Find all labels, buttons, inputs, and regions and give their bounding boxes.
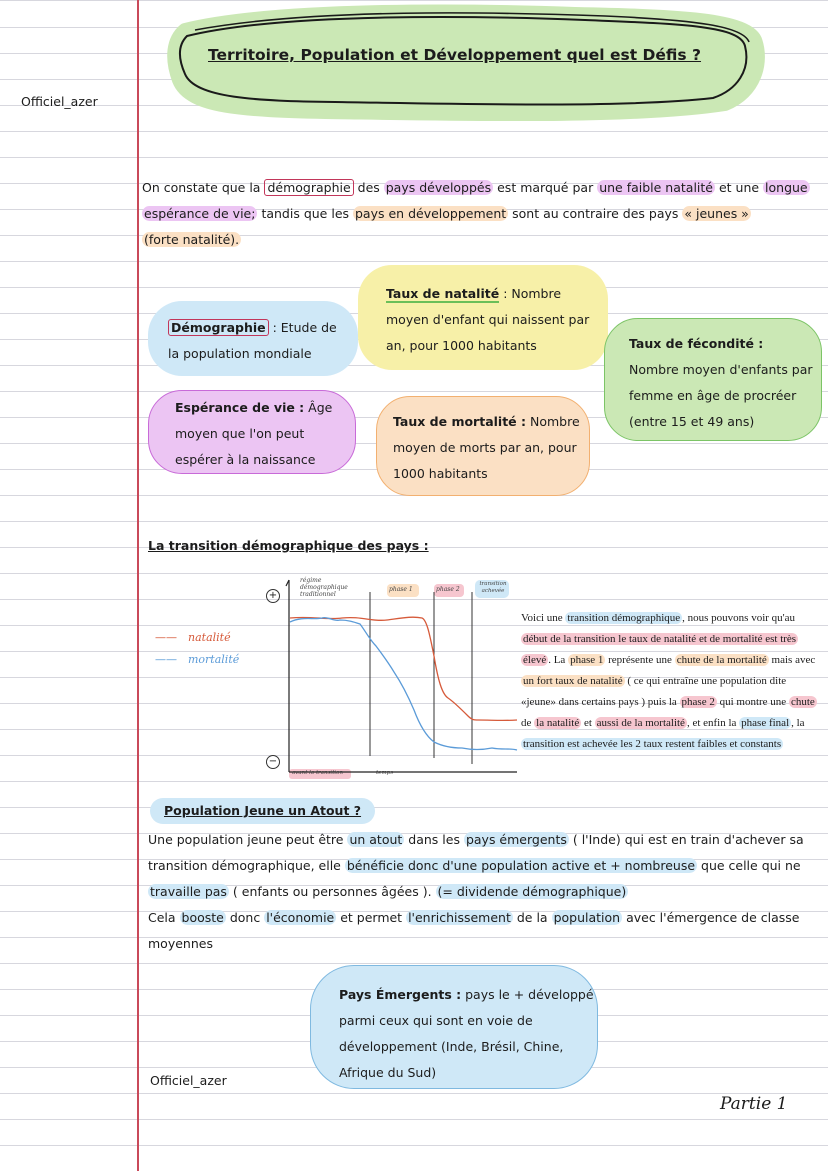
final-label: transition achevée: [479, 581, 507, 594]
before-label: avant la transition: [292, 770, 344, 776]
partie-label: Partie 1: [720, 1094, 788, 1114]
phase1-label: phase 1: [389, 586, 413, 593]
legend-mortalite: —— mortalité: [155, 653, 240, 666]
mortalite-curve: [290, 618, 517, 750]
regime-label: régime démographique traditionnel: [300, 577, 348, 598]
def-esperance: Espérance de vie : Âge moyen que l'on peut espérer à la naissance: [148, 390, 356, 474]
intro-line-2: espérance de vie; tandis que les pays en développement sont au contraire des pays « jeunes »: [144, 206, 749, 221]
intro-paragraph: [142, 175, 822, 253]
time-label: temps: [376, 770, 394, 776]
def-natalite: Taux de natalité : Nombre moyen d'enfant qui naissent par an, pour 1000 habitants: [358, 265, 608, 370]
def-mortalite: Taux de mortalité : Nombre moyen de morts par an, pour 1000 habitants: [376, 396, 590, 496]
phase2-label: phase 2: [436, 586, 460, 593]
author-bottom: Officiel_azer: [150, 1073, 227, 1088]
plus-sign: +: [266, 589, 280, 603]
intro-line-1: On constate que la démographie des pays développés est marqué par une faible natalité et une longue: [142, 180, 808, 195]
def-pays-emergents: Pays Émergents : pays le + développé parmi ceux qui sont en voie de développement (Inde, Brésil, Chine, Afrique du Sud): [310, 965, 598, 1089]
page-title: Territoire, Population et Développement quel est Défis ?: [208, 46, 702, 64]
transition-chart: [262, 576, 524, 782]
legend-natalite: —— natalité: [155, 631, 231, 644]
transition-explanation: Voici une transition démographique , nous pouvons voir qu'au début de la transition le taux de natalité et de mortalité est très élevé . La phase 1 représente une chute de la mortalité mais avec un fort taux de natalité ( ce qui entraîne une population dite «jeune» dans certains pays ) puis la phase 2 qui montre une chute de la natalité et aussi de la mortalité , et enfin la phase final , la transition est achevée les 2 taux restent faibles et constants: [521, 612, 816, 750]
transition-heading: La transition démographique des pays :: [148, 538, 429, 553]
margin-line: [137, 0, 139, 1171]
intro-line-3: (forte natalité).: [144, 232, 240, 247]
def-demographie: Démographie : Etude de la population mondiale: [148, 301, 358, 376]
jeune-paragraph: Une population jeune peut être un atout dans les pays émergents ( l'Inde) qui est en train d'achever sa transition démographique, elle bénéficie donc d'une population active et + nombreuse que celle qui ne travaille pas ( enfants ou personnes âgées ). (= dividende démographique) Cela booste donc l'économie et permet l'enrichissement de la population avec l'émergence de classe moyennes: [148, 832, 804, 951]
jeune-heading: Population Jeune un Atout ?: [150, 798, 375, 824]
minus-sign: −: [266, 755, 280, 769]
def-fecondite: Taux de fécondité : Nombre moyen d'enfants par femme en âge de procréer (entre 15 et 49 ans): [604, 318, 822, 441]
author-top: Officiel_azer: [21, 94, 98, 109]
natalite-curve: [290, 617, 517, 720]
